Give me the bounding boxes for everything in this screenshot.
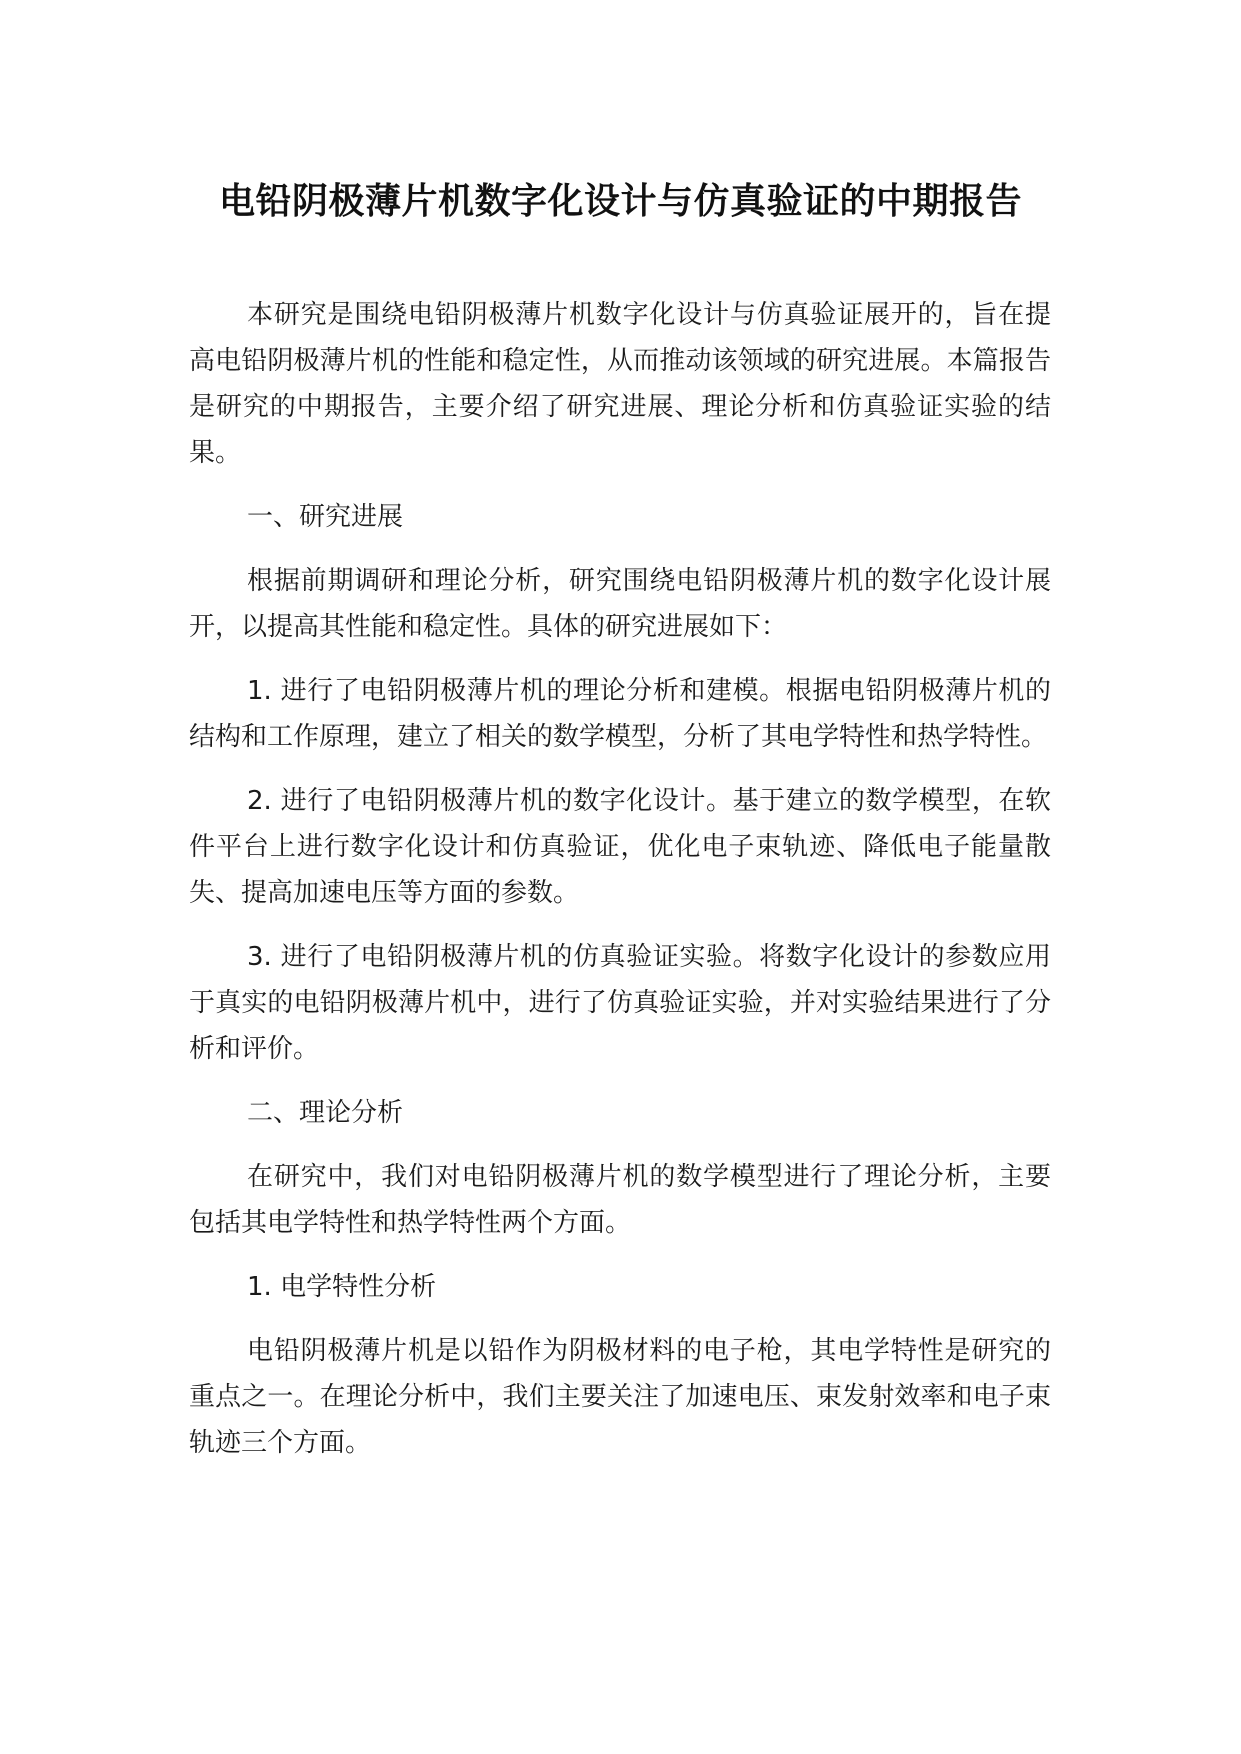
document-body [189, 292, 1051, 1484]
theory-intro-paragraph: 在研究中，我们对电铅阴极薄片机的数学模型进行了理论分析，主要包括其电学特性和热学特性两个方面。 [189, 1162, 1051, 1238]
section-heading-theory: 二、理论分析 [247, 1098, 404, 1128]
progress-item-2: 2. 进行了电铅阴极薄片机的数字化设计。基于建立的数学模型，在软件平台上进行数字化设计和仿真验证，优化电子束轨迹、降低电子能量散失、提高加速电压等方面的参数。 [189, 786, 1051, 908]
electrical-analysis-paragraph: 电铅阴极薄片机是以铅作为阴极材料的电子枪，其电学特性是研究的重点之一。在理论分析中，我们主要关注了加速电压、束发射效率和电子束轨迹三个方面。 [189, 1336, 1051, 1458]
section-heading-progress: 一、研究进展 [247, 502, 404, 532]
intro-paragraph: 本研究是围绕电铅阴极薄片机数字化设计与仿真验证展开的，旨在提高电铅阴极薄片机的性能和稳定性，从而推动该领域的研究进展。本篇报告是研究的中期报告，主要介绍了研究进展、理论分析和仿真验证实验的结果。 [189, 300, 1051, 468]
progress-intro-paragraph: 根据前期调研和理论分析，研究围绕电铅阴极薄片机的数字化设计展开，以提高其性能和稳定性。具体的研究进展如下： [189, 566, 1051, 642]
document-title: 电铅阴极薄片机数字化设计与仿真验证的中期报告 [218, 181, 1022, 222]
progress-item-1: 1. 进行了电铅阴极薄片机的理论分析和建模。根据电铅阴极薄片机的结构和工作原理，建立了相关的数学模型，分析了其电学特性和热学特性。 [189, 676, 1051, 752]
subsection-heading-electrical: 1. 电学特性分析 [247, 1272, 437, 1302]
progress-item-3: 3. 进行了电铅阴极薄片机的仿真验证实验。将数字化设计的参数应用于真实的电铅阴极薄片机中，进行了仿真验证实验，并对实验结果进行了分析和评价。 [189, 942, 1051, 1064]
